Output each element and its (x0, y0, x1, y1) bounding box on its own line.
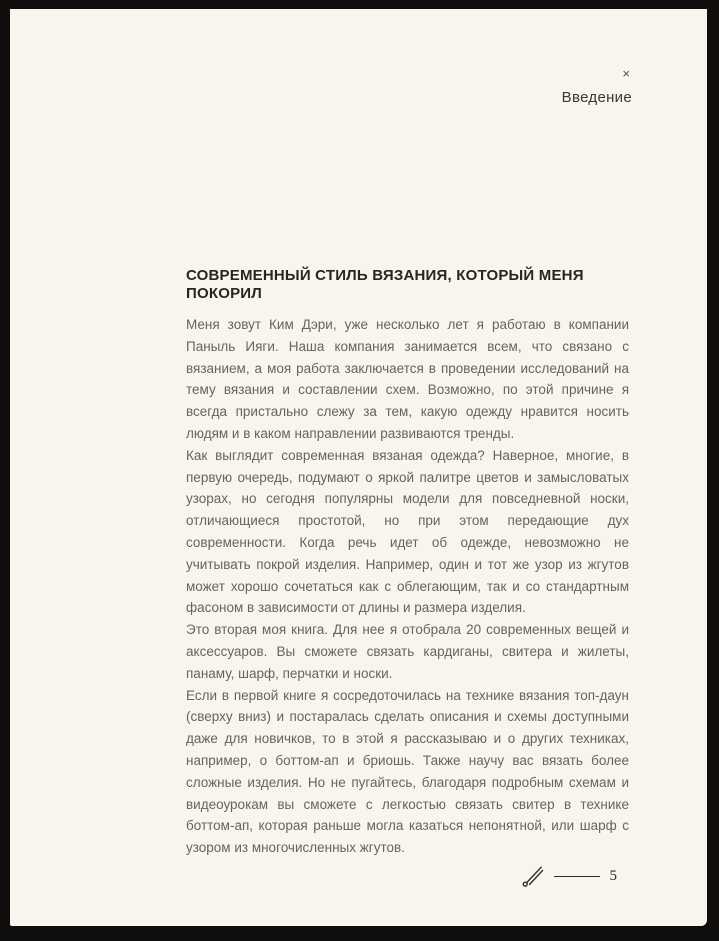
paragraph: Как выглядит современная вязаная одежда? Наверное, многие, в первую очередь, подумают о яркой палитре цветов и замысловатых узорах, но сегодня популярны модели для повседневной носки, отличающиеся простотой, но при этом передающие дух современности. Когда речь идет об одежде, невозможно не учитывать покрой изделия. Например, один и тот же узор из жгутов может хорошо сочетаться как с облегающим, так и со стандартным фасоном в зависимости от длины и размера изделия. (186, 447, 629, 616)
knitting-needles-icon (518, 863, 544, 889)
chapter-heading: СОВРЕМЕННЫЙ СТИЛЬ ВЯЗАНИЯ, КОТОРЫЙ МЕНЯ ПОКОРИЛ (186, 267, 584, 302)
page-footer (518, 861, 618, 891)
page-number: 5 (609, 867, 617, 884)
footer-rule (554, 876, 600, 877)
body-text (186, 314, 629, 859)
paragraph: Если в первой книге я сосредоточилась на технике вязания топ-даун (сверху вниз) и постаралась сделать описания и схемы доступными даже для новичков, то в этой я рассказываю и о других техниках, например, о боттом-ап и бриошь. Также научу вас вязать более сложные изделия. Но не пугайтесь, благодаря подробным схемам и видеоурокам вы сможете с легкостью связать свитер в технике боттом-ап, которая раньше могла казаться непонятной, или шарф с узором из многочисленных жгутов. (186, 687, 629, 856)
section-label: Введение (561, 89, 632, 106)
book-page (10, 9, 707, 926)
paragraph: Это вторая моя книга. Для нее я отобрала 20 современных вещей и аксессуаров. Вы сможете связать кардиганы, свитера и жилеты, панаму, шарф, перчатки и носки. (186, 622, 629, 681)
paragraph: Меня зовут Ким Дэри, уже несколько лет я работаю в компании Паныль Ияги. Наша компания занимается всем, что связано с вязанием, а моя работа заключается в проведении исследований на тему вязания и составлении схем. Возможно, по этой причине я всегда пристально слежу за тем, какую одежду нравится носить людям и в каком направлении развиваются тренды. (186, 317, 629, 441)
x-mark-icon: × (622, 66, 630, 81)
